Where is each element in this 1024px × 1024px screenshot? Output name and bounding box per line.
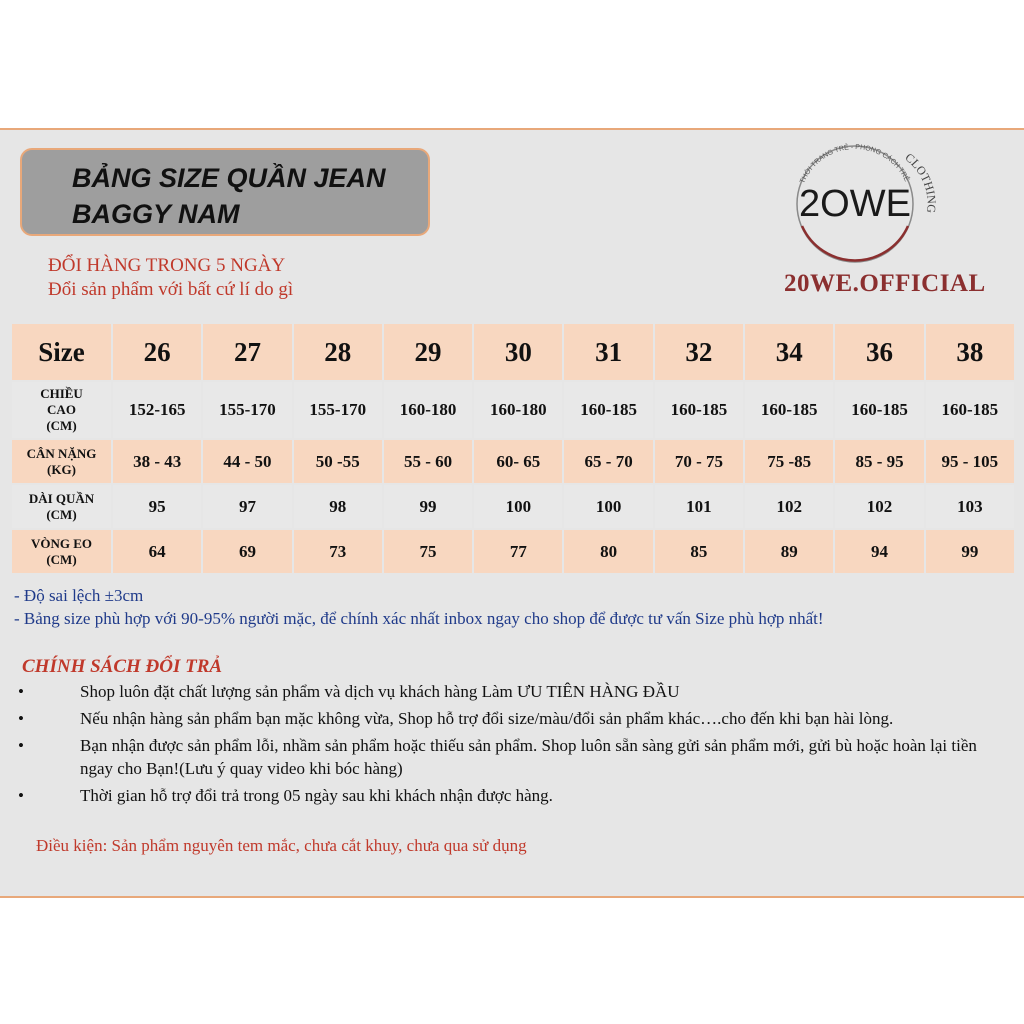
size-cell: 30 <box>474 324 562 380</box>
table-cell: 152-165 <box>113 382 201 438</box>
policy-condition: Điều kiện: Sản phẩm nguyên tem mắc, chưa cắt khuy, chưa qua sử dụng <box>36 836 527 855</box>
table-cell: 155-170 <box>203 382 291 438</box>
note-tolerance: - Độ sai lệch ±3cm <box>14 586 144 605</box>
size-header-row <box>12 324 1014 380</box>
row-label-line: CÂN NẶNG <box>26 445 97 461</box>
height-row <box>12 382 1014 438</box>
note-fit: - Bảng size phù hợp với 90-95% người mặc, để chính xác nhất inbox ngay cho shop để được tư vấn Size phù hợp nhất! <box>14 609 824 628</box>
table-cell: 85 - 95 <box>835 440 923 483</box>
length-row <box>12 485 1014 528</box>
table-cell: 69 <box>203 530 291 573</box>
table-cell: 160-185 <box>745 382 833 438</box>
chart-title-line1: BẢNG SIZE QUẦN JEAN <box>72 163 386 193</box>
brand-logo <box>770 134 940 264</box>
policy-text: Bạn nhận được sản phẩm lỗi, nhầm sản phẩm hoặc thiếu sản phẩm. Shop luôn sẵn sàng gửi sản phẩm mới, gửi bù hoặc hoàn lại tiền ngay cho Bạn!(Lưu ý quay video khi bóc hàng) <box>80 736 977 778</box>
table-cell: 89 <box>745 530 833 573</box>
table-cell: 38 - 43 <box>113 440 201 483</box>
table-cell: 160-185 <box>926 382 1014 438</box>
chart-title <box>20 148 430 236</box>
weight-row <box>12 440 1014 483</box>
table-cell: 102 <box>745 485 833 528</box>
promo-line2: Đổi sản phẩm với bất cứ lí do gì <box>48 279 294 300</box>
row-label <box>12 382 111 438</box>
table-cell: 95 - 105 <box>926 440 1014 483</box>
row-label <box>12 440 111 483</box>
policy-text: Nếu nhận hàng sản phẩm bạn mặc không vừa, Shop hỗ trợ đổi size/màu/đổi sản phẩm khác….cho đến khi bạn hài lòng. <box>80 709 894 728</box>
size-cell: 38 <box>926 324 1014 380</box>
policy-list <box>18 680 998 811</box>
row-label <box>12 530 111 573</box>
table-cell: 99 <box>926 530 1014 573</box>
row-label-line: CAO <box>47 402 76 417</box>
size-cell: 27 <box>203 324 291 380</box>
table-cell: 160-180 <box>474 382 562 438</box>
policy-text: Shop luôn đặt chất lượng sản phẩm và dịch vụ khách hàng Làm ƯU TIÊN HÀNG ĐẦU <box>80 682 680 701</box>
size-cell: 29 <box>384 324 472 380</box>
table-cell: 75 -85 <box>745 440 833 483</box>
size-header-label: Size <box>12 324 111 380</box>
svg-text:THỜI TRANG TRẺ - PHONG CÁCH TR <box>799 142 912 184</box>
table-cell: 75 <box>384 530 472 573</box>
row-label-line: CHIỀU <box>40 386 83 401</box>
list-item <box>18 784 998 807</box>
table-cell: 160-185 <box>564 382 652 438</box>
policy-text: Thời gian hỗ trợ đổi trả trong 05 ngày sau khi khách nhận được hàng. <box>80 786 553 805</box>
table-cell: 103 <box>926 485 1014 528</box>
logo-ring-top-text: THỜI TRANG TRẺ - PHONG CÁCH TRẺ <box>799 143 910 185</box>
table-cell: 80 <box>564 530 652 573</box>
size-chart-sheet <box>0 128 1024 898</box>
table-cell: 160-185 <box>655 382 743 438</box>
bullet: • <box>18 709 24 728</box>
row-label-line: (CM) <box>46 418 77 433</box>
size-cell: 36 <box>835 324 923 380</box>
promo-line1: ĐỔI HÀNG TRONG 5 NGÀY <box>48 255 286 276</box>
bullet: • <box>18 736 24 755</box>
table-cell: 64 <box>113 530 201 573</box>
policy-title: CHÍNH SÁCH ĐỔI TRẢ <box>22 656 223 677</box>
bullet: • <box>18 682 24 701</box>
table-cell: 73 <box>294 530 382 573</box>
table-cell: 98 <box>294 485 382 528</box>
size-cell: 32 <box>655 324 743 380</box>
table-cell: 99 <box>384 485 472 528</box>
table-cell: 44 - 50 <box>203 440 291 483</box>
row-label-line: (CM) <box>46 551 77 567</box>
list-item <box>18 734 998 780</box>
size-notes <box>14 584 994 630</box>
brand-name: 20WE.OFFICIAL <box>784 270 986 297</box>
list-item <box>18 680 998 703</box>
row-label <box>12 485 111 528</box>
table-cell: 65 - 70 <box>564 440 652 483</box>
table-cell: 100 <box>564 485 652 528</box>
table-cell: 160-180 <box>384 382 472 438</box>
row-label-line: (CM) <box>46 506 77 522</box>
exchange-promo <box>48 254 293 302</box>
table-cell: 70 - 75 <box>655 440 743 483</box>
table-cell: 77 <box>474 530 562 573</box>
table-cell: 55 - 60 <box>384 440 472 483</box>
table-cell: 102 <box>835 485 923 528</box>
size-cell: 34 <box>745 324 833 380</box>
bullet: • <box>18 786 24 805</box>
table-cell: 85 <box>655 530 743 573</box>
table-cell: 94 <box>835 530 923 573</box>
table-cell: 160-185 <box>835 382 923 438</box>
size-cell: 31 <box>564 324 652 380</box>
table-cell: 95 <box>113 485 201 528</box>
size-cell: 26 <box>113 324 201 380</box>
list-item <box>18 707 998 730</box>
table-cell: 50 -55 <box>294 440 382 483</box>
logo-mark: 2OWE <box>799 183 911 225</box>
table-cell: 97 <box>203 485 291 528</box>
row-label-line: VÒNG EO <box>30 535 93 551</box>
row-label-line: DÀI QUẦN <box>28 490 95 506</box>
size-cell: 28 <box>294 324 382 380</box>
table-cell: 155-170 <box>294 382 382 438</box>
size-table <box>10 322 1016 575</box>
logo-ring-side-text: CLOTHING <box>902 150 939 214</box>
row-label-line: (KG) <box>47 461 76 477</box>
table-cell: 60- 65 <box>474 440 562 483</box>
waist-row <box>12 530 1014 573</box>
table-cell: 100 <box>474 485 562 528</box>
table-cell: 101 <box>655 485 743 528</box>
chart-title-line2: BAGGY NAM <box>72 199 240 229</box>
